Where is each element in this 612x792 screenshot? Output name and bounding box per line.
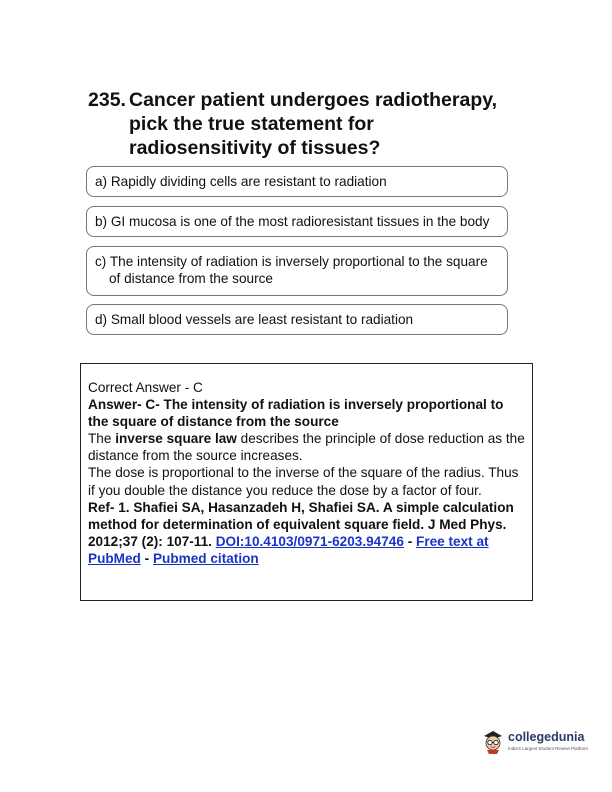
option-a[interactable] (86, 166, 508, 197)
question-line: Cancer patient undergoes radiotherapy, (129, 89, 498, 111)
explanation-pre: The (88, 431, 116, 447)
option-b-text: b) GI mucosa is one of the most radioresistant tissues in the body (95, 214, 490, 229)
question-number: 235. (88, 89, 126, 111)
option-c[interactable] (86, 246, 508, 296)
reference-text: Ref- 1. Shafiei SA, Hasanzadeh H, Shafiei SA. A simple calculation method for determination of equivalent square field. J Med Phys. 2012;37 (2): 107-11. (88, 499, 514, 549)
separator: - (140, 550, 153, 566)
logo-mascot-icon (481, 727, 505, 755)
collegedunia-logo[interactable] (481, 727, 588, 757)
logo-text: collegedunia (508, 730, 585, 744)
citation-link[interactable]: Pubmed citation (152, 550, 259, 566)
doi-link[interactable]: DOI:10.4103/0971-6203.94746 (215, 533, 404, 549)
option-b[interactable] (86, 206, 508, 237)
question-line: pick the true statement for (129, 113, 374, 135)
explanation-2: The dose is proportional to the inverse of the square of the radius. Thus if you double the distance you reduce the dose by a factor of four. (88, 465, 519, 498)
answer-heading: Answer- C- The intensity of radiation is inversely proportional to the square of distance from the source (88, 397, 504, 430)
explanation-bold: inverse square law (115, 431, 237, 447)
explanation-post: describes the principle of dose reduction as the distance from the source increases. (88, 431, 525, 464)
explanation-1 (88, 430, 525, 464)
option-d-text: d) Small blood vessels are least resistant to radiation (95, 312, 414, 327)
question-line: radiosensitivity of tissues? (129, 137, 381, 159)
question-text (129, 88, 519, 160)
separator: - (403, 533, 417, 549)
option-c-text-cont: of distance from the source (109, 271, 273, 286)
option-d[interactable] (86, 304, 508, 335)
logo-tagline: India's Largest Student Review Platform (508, 746, 588, 751)
option-c-text: c) The intensity of radiation is inversely proportional to the square (95, 254, 488, 269)
answer-box (80, 363, 533, 601)
reference (88, 499, 525, 567)
correct-answer: Correct Answer - C (88, 380, 203, 395)
option-a-text: a) Rapidly dividing cells are resistant to radiation (95, 174, 387, 189)
pubmed-link[interactable]: Free text at PubMed (88, 533, 489, 566)
